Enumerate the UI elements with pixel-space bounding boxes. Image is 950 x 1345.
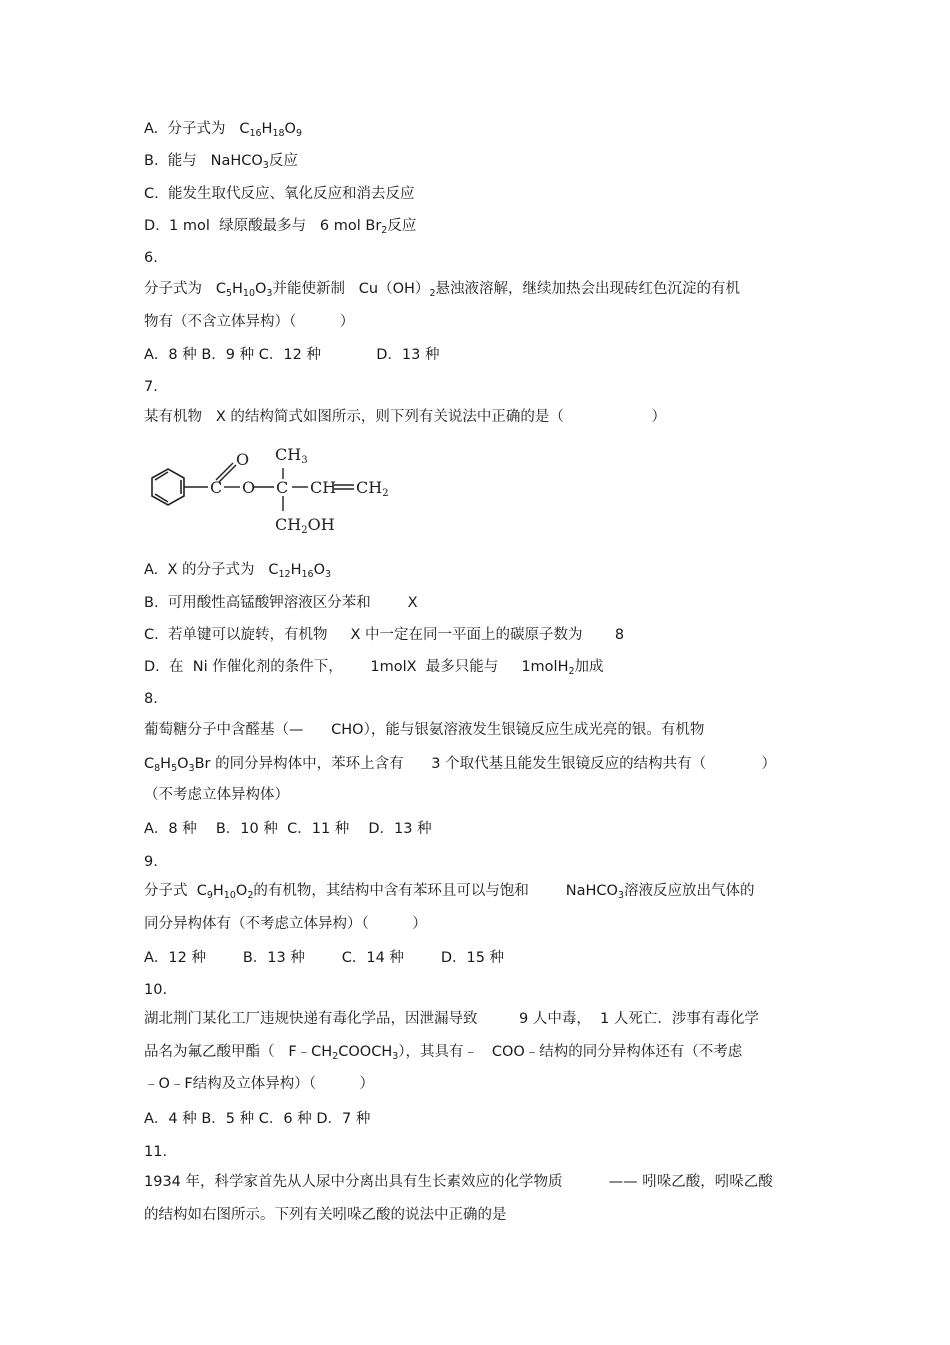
q8-stem-line2: $C_8H_5O_3Br$ 的同分异构体中，苯环上含有 3 个取代基且能发生银镜反应的结构共有（ ） xyxy=(144,756,776,774)
quaternary-carbon: C xyxy=(276,478,289,497)
q8-stem-line1: 葡萄糖分子中含醛基（— CHO），能与银氨溶液发生银镜反应生成光亮的银。有机物 xyxy=(144,722,705,738)
q9-options: A．12 种 B．13 种 C．14 种 D．15 种 xyxy=(144,950,505,966)
q7-option-b: B. 可用酸性高锰酸钾溶液区分苯和 X xyxy=(144,595,418,611)
q7-option-a: A. X 的分子式为 $C_{12}H_{16}O_3$ xyxy=(144,562,332,580)
q6-number: 6. xyxy=(144,250,158,266)
structure-diagram-x xyxy=(144,438,404,542)
q8-stem-line3: （不考虑立体异构体） xyxy=(144,787,289,803)
q9-stem-line1: 分子式 $C_9H_{10}O_2$的有机物，其结构中含有苯环且可以与饱和 NaHCO$_3$溶液反应放出气体的 xyxy=(144,883,755,901)
q10-stem-line3: ﹣O﹣F结构及立体异构）（ ） xyxy=(144,1076,375,1092)
ester-oxygen: O xyxy=(242,478,256,497)
q9-number: 9. xyxy=(144,854,158,870)
q5-option-b: B. 能与 NaHCO$_3$反应 xyxy=(144,153,298,171)
q9-stem-line2: 同分异构体有（不考虑立体异构）（ ） xyxy=(144,916,427,932)
q8-options: A．8 种 B．10 种 C．11 种 D．13 种 xyxy=(144,821,432,837)
q7-number: 7. xyxy=(144,379,158,395)
q10-number: 10. xyxy=(144,982,168,998)
methyl-group: CH3 xyxy=(275,445,308,466)
q7-option-c: C. 若单键可以旋转，有机物 X 中一定在同一平面上的碳原子数为 8 xyxy=(144,627,625,643)
q11-stem-line1: 1934 年，科学家首先从人尿中分离出具有生长素效应的化学物质 —— 吲哚乙酸，吲哚乙酸 xyxy=(144,1174,773,1190)
carbonyl-oxygen: O xyxy=(236,450,250,469)
terminal-ch2: CH2 xyxy=(356,478,389,499)
q8-number: 8. xyxy=(144,691,158,707)
q7-option-d: D. 在 Ni 作催化剂的条件下， 1molX 最多只能与 1molH$_2$加成 xyxy=(144,659,604,677)
q10-stem-line2: 品名为氟乙酸甲酯（ $F﹣CH_2COOCH_3$），其具有﹣ COO﹣结构的同分异构体还有（不考虑 xyxy=(144,1044,743,1062)
q6-options: A．8 种 B．9 种 C．12 种 D．13 种 xyxy=(144,347,440,363)
q11-stem-line2: 的结构如右图所示。下列有关吲哚乙酸的说法中正确的是 xyxy=(144,1207,507,1223)
q10-options: A．4 种 B．5 种 C．6 种 D．7 种 xyxy=(144,1111,371,1127)
q11-number: 11. xyxy=(144,1144,168,1160)
hydroxymethyl-group: CH2OH xyxy=(275,515,335,536)
benzene-ring xyxy=(152,469,184,505)
carbonyl-carbon: C xyxy=(210,478,223,497)
q7-stem: 某有机物 X 的结构简式如图所示，则下列有关说法中正确的是（ ） xyxy=(144,409,666,425)
q5-option-c: C. 能发生取代反应、氧化反应和消去反应 xyxy=(144,186,415,202)
q6-stem-line2: 物有（不含立体异构）（ ） xyxy=(144,314,355,330)
q5-option-a: A. 分子式为 $C_{16}H_{18}O_9$ xyxy=(144,121,303,139)
q5-option-d: D. 1 mol 绿原酸最多与 6 mol $Br_2$反应 xyxy=(144,218,417,236)
vinyl-ch: CH xyxy=(310,478,337,497)
q6-stem-line1: 分子式为 $C_5H_{10}O_3$并能使新制 $Cu(OH)_2$悬浊液溶解，继续加热会出现砖红色沉淀的有机 xyxy=(144,281,740,299)
q10-stem-line1: 湖北荆门某化工厂违规快递有毒化学品，因泄漏导致 9 人中毒， 1 人死亡．涉事有毒化学 xyxy=(144,1011,759,1027)
